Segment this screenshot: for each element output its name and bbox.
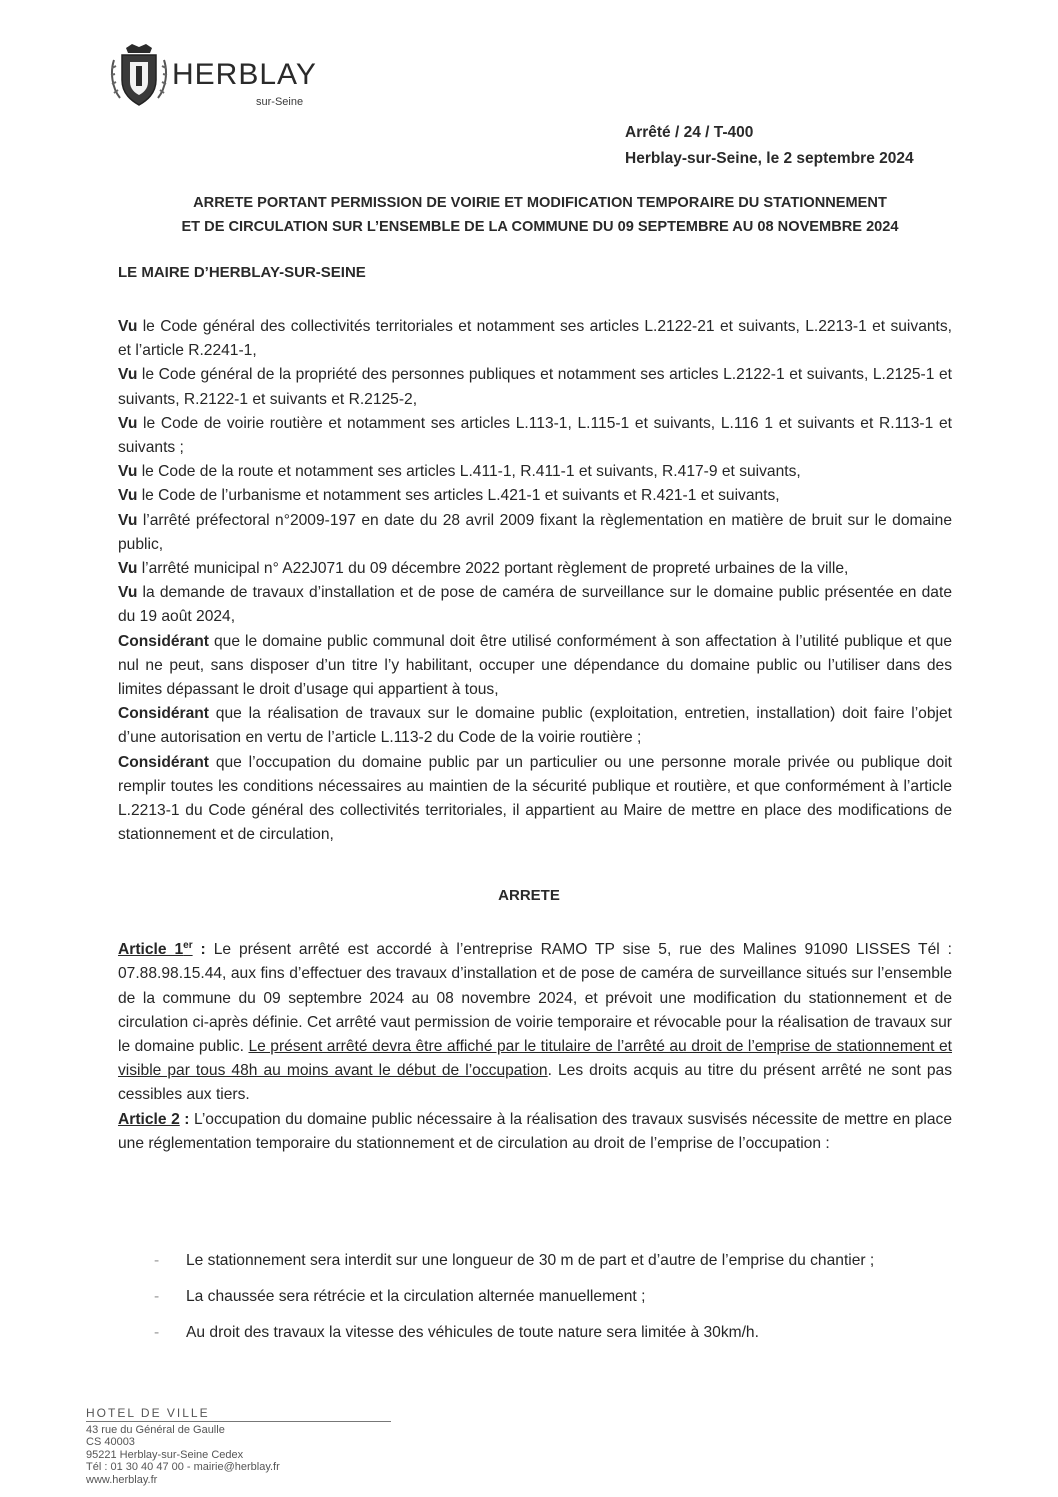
arrete-number: Arrêté / 24 / T-400 bbox=[625, 124, 754, 141]
visa-text: l’arrêté préfectoral n°2009-197 en date du 28 avril 2009 fixant la règlementation en matière de bruit sur le domaine public, bbox=[118, 511, 952, 553]
footer-address-line: CS 40003 bbox=[86, 1436, 135, 1448]
reference-block bbox=[625, 120, 914, 172]
visa-text: le Code de l’urbanisme et notamment ses articles L.421-1 et suivants et R.421-1 et suivants, bbox=[137, 487, 780, 505]
article-2-text: L’occupation du domaine public nécessaire à la réalisation des travaux susvisés nécessite de mettre en place une réglementation temporaire du stationnement et de circulation au droit de l’emprise de l’occupation : bbox=[118, 1110, 952, 1152]
logo-wordmark: HERBLAY bbox=[172, 58, 317, 91]
measure-text: Le stationnement sera interdit sur une longueur de 30 m de part et d’autre de l’emprise du chantier ; bbox=[186, 1252, 875, 1269]
dash-bullet-icon: - bbox=[154, 1288, 160, 1305]
visa-item bbox=[118, 484, 952, 508]
measure-text: La chaussée sera rétrécie et la circulation alternée manuellement ; bbox=[186, 1288, 646, 1305]
visa-text: l’arrêté municipal n° A22J071 du 09 décembre 2022 portant règlement de propreté urbaines de la ville, bbox=[137, 560, 849, 578]
footer-address-block bbox=[86, 1407, 391, 1486]
article-1-posting-requirement: Le présent arrêté devra être affiché par le titulaire de l’arrêté au droit de l’emprise de stationnement et visible par tous 48h au moins avant le début de l’occupation bbox=[118, 1038, 952, 1080]
article-1 bbox=[118, 934, 952, 1108]
visa-lead: Vu bbox=[118, 560, 138, 578]
list-item bbox=[150, 1279, 960, 1315]
considerant-item bbox=[118, 751, 952, 848]
visa-item bbox=[118, 363, 952, 411]
town-crest-icon bbox=[110, 42, 168, 108]
herblay-logo bbox=[110, 42, 340, 108]
visa-text: le Code général des collectivités territoriales et notamment ses articles L.2122-21 et suivants, L.2213-1 et suivants, et l’article R.2241-1, bbox=[118, 318, 952, 360]
articles-section bbox=[118, 934, 952, 1156]
footer-title: HOTEL DE VILLE bbox=[86, 1407, 391, 1422]
considerant-lead: Considérant bbox=[118, 632, 209, 650]
arrete-heading: ARRETE bbox=[498, 887, 560, 904]
article-2 bbox=[118, 1108, 952, 1156]
article-1-text-end: . Les droits acquis au titre du présent arrêté ne sont pas cessibles aux tiers. bbox=[118, 1062, 953, 1104]
article-1-label: Article 1er bbox=[118, 940, 193, 959]
article-1-text: Le présent arrêté est accordé à l’entreprise RAMO TP sise 5, rue des Malines 91090 LISSES Tél : 07.88.98.15.44, aux fins d’effectuer des travaux d’installation et de pose de caméra de surveillance situés sur l’ensemble de la commune du 09 septembre 2024 au 08 novembre 2024, et prévoit une modification du stationnement et de circulation ci-après définie. Cet arrêté vaut permission de voirie temporaire et révocable pour la réalisation de travaux sur le domaine public. bbox=[118, 941, 952, 1055]
mayor-heading: LE MAIRE D’HERBLAY-SUR-SEINE bbox=[118, 264, 366, 281]
list-item bbox=[150, 1315, 960, 1351]
visa-lead: Vu bbox=[118, 318, 138, 335]
footer-website: www.herblay.fr bbox=[86, 1473, 158, 1486]
footer-contact: Tél : 01 30 40 47 00 - mairie@herblay.fr bbox=[86, 1461, 280, 1473]
considerant-item bbox=[118, 702, 952, 750]
considerant-lead: Considérant bbox=[118, 753, 209, 771]
footer-address-line: 95221 Herblay-sur-Seine Cedex bbox=[86, 1448, 244, 1461]
visa-item bbox=[118, 412, 952, 460]
measures-list bbox=[150, 1243, 960, 1351]
visa-item bbox=[118, 315, 952, 363]
visa-text: la demande de travaux d’installation et de pose de caméra de surveillance sur le domaine public présentée en date du 19 août 2024, bbox=[118, 584, 952, 626]
article-2-colon: : bbox=[179, 1110, 195, 1128]
visa-item bbox=[118, 460, 952, 484]
measure-text: Au droit des travaux la vitesse des véhicules de toute nature sera limitée à 30km/h. bbox=[186, 1324, 759, 1341]
visa-lead: Vu bbox=[118, 414, 138, 432]
article-2-label: Article 2 bbox=[118, 1110, 180, 1128]
considerant-lead: Considérant bbox=[118, 705, 209, 723]
visa-lead: Vu bbox=[118, 487, 138, 505]
considerant-item bbox=[118, 630, 952, 703]
article-1-colon: : bbox=[192, 941, 214, 959]
dash-bullet-icon: - bbox=[154, 1252, 160, 1269]
title-line-1: ARRETE PORTANT PERMISSION DE VOIRIE ET MODIFICATION TEMPORAIRE DU STATIONNEMENT bbox=[193, 195, 887, 211]
visa-lead: Vu bbox=[118, 584, 138, 602]
visa-lead: Vu bbox=[118, 366, 138, 384]
considerant-text: que l’occupation du domaine public par un particulier ou une personne morale privée ou publique doit remplir toutes les conditions nécessaires au maintien de la sécurité publique et routière, et que conformément à l’article L.2213-1 du Code général des collectivités territoriales, il appartient au Maire de mettre en place des modifications de stationnement et de circulation, bbox=[118, 753, 952, 844]
place-date: Herblay-sur-Seine, le 2 septembre 2024 bbox=[625, 150, 914, 167]
visa-item bbox=[118, 581, 952, 629]
list-item bbox=[150, 1243, 960, 1279]
visa-lead: Vu bbox=[118, 511, 138, 529]
dash-bullet-icon: - bbox=[154, 1324, 160, 1341]
document-title bbox=[100, 191, 980, 239]
visa-text: le Code général de la propriété des personnes publiques et notamment ses articles L.2122-1 et suivants, L.2125-1 et suivants, R.2122-1 et suivants et R.2125-2, bbox=[118, 366, 952, 408]
considerant-text: que le domaine public communal doit être utilisé conformément à son affectation à l’utilité publique et que nul ne peut, sans disposer d’un titre l’y habilitant, occuper une dépendance du domaine public ou l’utiliser dans des limites dépassant le droit d’usage qui appartient à tous, bbox=[118, 632, 952, 699]
visa-lead: Vu bbox=[118, 463, 138, 481]
visa-item bbox=[118, 509, 952, 557]
logo-subtitle: sur-Seine bbox=[256, 96, 304, 108]
considerant-text: que la réalisation de travaux sur le domaine public (exploitation, entretien, installation) doit faire l’objet d’une autorisation en vertu de l’article L.113-2 du Code de la voirie routière ; bbox=[118, 705, 952, 747]
visa-text: le Code de la route et notamment ses articles L.411-1, R.411-1 et suivants, R.417-9 et suivants, bbox=[137, 463, 801, 481]
visas-section bbox=[118, 315, 952, 847]
article-1-ordinal-suffix: er bbox=[183, 940, 193, 951]
visa-item bbox=[118, 557, 952, 581]
footer-address-line: 43 rue du Général de Gaulle bbox=[86, 1423, 225, 1436]
title-line-2: ET DE CIRCULATION SUR L’ENSEMBLE DE LA COMMUNE DU 09 SEPTEMBRE AU 08 NOVEMBRE 2024 bbox=[181, 219, 899, 235]
visa-text: le Code de voirie routière et notamment ses articles L.113-1, L.115-1 et suivants, L.116 1 et suivants et R.113-1 et suivants ; bbox=[118, 414, 952, 457]
